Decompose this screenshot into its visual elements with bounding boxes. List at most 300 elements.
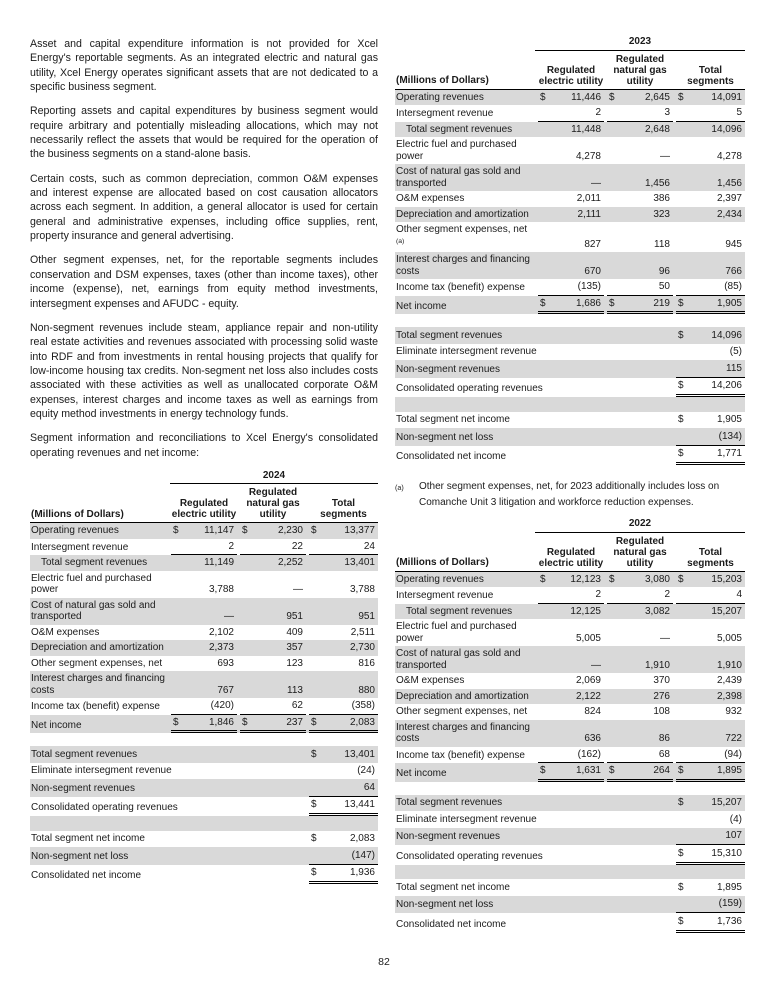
dollar-sign: $ bbox=[540, 765, 546, 776]
row-label: Depreciation and amortization bbox=[396, 690, 529, 702]
row-label: Non-segment revenues bbox=[396, 831, 500, 842]
amount-cell bbox=[607, 191, 673, 207]
amount-cell bbox=[676, 704, 745, 720]
amount-cell bbox=[171, 656, 237, 672]
table-year: 2023 bbox=[535, 36, 745, 51]
amount-value: — bbox=[224, 611, 234, 623]
amount-cell bbox=[171, 715, 237, 734]
amount-value: 15,207 bbox=[711, 605, 742, 617]
amount-cell bbox=[240, 555, 306, 571]
row-label: Non-segment net loss bbox=[396, 431, 494, 443]
dollar-sign: $ bbox=[311, 748, 317, 760]
amount-cell bbox=[676, 658, 745, 674]
row-label: Intersegment revenue bbox=[396, 590, 494, 601]
amount-cell bbox=[676, 360, 745, 378]
table-row bbox=[30, 698, 378, 715]
reconciliation bbox=[395, 327, 745, 465]
amount-cell bbox=[240, 582, 306, 598]
segment-table-2022 bbox=[395, 518, 745, 933]
amount-cell bbox=[538, 689, 604, 705]
paragraph: Certain costs, such as common depreciation, common O&M expenses and interest expense are allocated based on cost causation allocators across each segment. In addition, a general allocator is used for certain general and administrative expenses, including office supplies, rent, property insurance and general advertising. bbox=[30, 172, 378, 243]
row-label: Income tax (benefit) expense bbox=[396, 749, 525, 761]
dollar-sign: $ bbox=[678, 847, 684, 859]
amount-cell bbox=[309, 555, 378, 571]
row-label: Consolidated operating revenues bbox=[396, 383, 543, 394]
amount-cell bbox=[676, 122, 745, 138]
amount-cell bbox=[676, 237, 745, 253]
table-row bbox=[30, 625, 378, 641]
amount-cell bbox=[538, 176, 604, 192]
dollar-sign: $ bbox=[311, 833, 317, 845]
table-header-row bbox=[395, 533, 745, 572]
amount-value: 1,686 bbox=[575, 297, 601, 309]
amount-value: 13,401 bbox=[344, 557, 375, 569]
amount-cell bbox=[607, 264, 673, 280]
amount-cell bbox=[676, 913, 745, 933]
table-row bbox=[395, 90, 745, 106]
amount-value: 11,446 bbox=[571, 91, 601, 103]
amount-value: 15,310 bbox=[711, 847, 742, 859]
amount-cell bbox=[240, 523, 306, 539]
amount-value: 2,083 bbox=[349, 716, 375, 728]
amount-value: 2,111 bbox=[577, 208, 601, 220]
amount-value: 264 bbox=[653, 765, 670, 776]
amount-cell bbox=[607, 105, 673, 122]
amount-value: 1,736 bbox=[716, 915, 742, 927]
amount-value: 951 bbox=[358, 611, 375, 623]
footnote-ref: (a) bbox=[396, 237, 405, 245]
column-header: Regulated natural gas utility bbox=[613, 535, 667, 569]
table-row bbox=[30, 571, 378, 598]
row-label: Net income bbox=[396, 300, 447, 312]
amount-cell bbox=[309, 609, 378, 625]
amount-cell bbox=[676, 191, 745, 207]
reconciliation bbox=[30, 746, 378, 884]
amount-cell bbox=[538, 673, 604, 689]
amount-value: 2,730 bbox=[349, 642, 375, 654]
amount-cell bbox=[607, 207, 673, 223]
reconciliation-row bbox=[395, 896, 745, 914]
amount-cell bbox=[607, 604, 673, 620]
amount-value: 3,788 bbox=[349, 584, 375, 596]
amount-value: 2 bbox=[595, 107, 601, 118]
amount-cell bbox=[607, 704, 673, 720]
amount-value: (85) bbox=[724, 281, 742, 292]
amount-cell bbox=[309, 797, 378, 817]
amount-cell bbox=[676, 896, 745, 914]
reconciliation-row bbox=[395, 446, 745, 466]
row-label: O&M expenses bbox=[396, 675, 465, 686]
dollar-sign: $ bbox=[678, 765, 684, 776]
amount-value: (135) bbox=[577, 281, 601, 292]
amount-value: 357 bbox=[286, 642, 303, 654]
amount-cell bbox=[676, 207, 745, 223]
dollar-sign: $ bbox=[678, 91, 684, 103]
amount-value: 1,631 bbox=[575, 765, 601, 776]
table-unit-label: (Millions of Dollars) bbox=[31, 508, 124, 520]
row-label: Electric fuel and purchased power bbox=[396, 139, 517, 162]
amount-value: 2,648 bbox=[644, 123, 670, 135]
column-header: Total segments bbox=[687, 546, 734, 569]
amount-cell bbox=[607, 279, 673, 296]
amount-value: 113 bbox=[287, 684, 303, 696]
left-column bbox=[30, 37, 378, 884]
amount-value: 5,005 bbox=[575, 632, 601, 644]
amount-value: 636 bbox=[584, 733, 601, 744]
amount-cell bbox=[240, 640, 306, 656]
amount-cell bbox=[676, 572, 745, 588]
row-label: Net income bbox=[396, 768, 447, 779]
reconciliation-row bbox=[395, 412, 745, 429]
amount-value: 1,846 bbox=[208, 716, 234, 728]
amount-value: 15,207 bbox=[711, 797, 742, 808]
dollar-sign: $ bbox=[678, 448, 684, 459]
amount-cell bbox=[676, 176, 745, 192]
amount-cell bbox=[309, 523, 378, 539]
amount-value: 932 bbox=[725, 706, 742, 717]
amount-value: 2,397 bbox=[716, 193, 742, 204]
amount-cell bbox=[607, 149, 673, 165]
column-header: Regulated electric utility bbox=[171, 498, 237, 521]
amount-cell bbox=[676, 446, 745, 466]
amount-cell bbox=[676, 412, 745, 429]
amount-value: 4,278 bbox=[575, 150, 601, 162]
table-row bbox=[395, 164, 745, 191]
table-row bbox=[395, 689, 745, 705]
amount-cell bbox=[676, 344, 745, 361]
amount-value: (134) bbox=[718, 430, 742, 442]
amount-cell bbox=[538, 122, 604, 138]
row-label: O&M expenses bbox=[396, 193, 465, 204]
dollar-sign: $ bbox=[678, 297, 684, 309]
table-row bbox=[395, 296, 745, 315]
year-spacer bbox=[30, 470, 170, 485]
table-row bbox=[30, 523, 378, 539]
table-year: 2022 bbox=[535, 518, 745, 533]
amount-cell bbox=[171, 539, 237, 556]
amount-value: — bbox=[591, 177, 601, 189]
table-row bbox=[395, 747, 745, 764]
table-row bbox=[395, 279, 745, 296]
amount-cell bbox=[676, 279, 745, 296]
amount-value: 1,895 bbox=[716, 881, 742, 893]
amount-cell bbox=[538, 237, 604, 253]
amount-value: (4) bbox=[729, 813, 742, 825]
dollar-sign: $ bbox=[609, 573, 615, 585]
amount-value: 1,771 bbox=[716, 448, 742, 459]
reconciliation-row bbox=[395, 879, 745, 896]
amount-cell bbox=[676, 731, 745, 747]
column-header: Regulated natural gas utility bbox=[246, 487, 300, 521]
dollar-sign: $ bbox=[609, 297, 615, 309]
amount-cell bbox=[240, 609, 306, 625]
row-label: O&M expenses bbox=[31, 626, 100, 638]
amount-value: 86 bbox=[658, 733, 670, 744]
table-row bbox=[30, 656, 378, 672]
table-row bbox=[395, 604, 745, 620]
amount-cell bbox=[309, 865, 378, 885]
amount-value: 11,149 bbox=[204, 557, 234, 569]
amount-cell bbox=[676, 763, 745, 782]
dollar-sign: $ bbox=[242, 716, 248, 728]
amount-value: 24 bbox=[363, 540, 375, 552]
amount-cell bbox=[676, 631, 745, 647]
reconciliation-spacer bbox=[395, 397, 745, 412]
row-label: Total segment net income bbox=[31, 833, 145, 845]
row-label: Operating revenues bbox=[31, 525, 119, 537]
amount-cell bbox=[607, 572, 673, 588]
dollar-sign: $ bbox=[173, 716, 179, 728]
table-row bbox=[30, 598, 378, 625]
amount-value: 123 bbox=[286, 657, 303, 669]
amount-cell bbox=[309, 656, 378, 672]
row-label: Depreciation and amortization bbox=[396, 208, 529, 220]
amount-cell bbox=[171, 609, 237, 625]
amount-value: 3 bbox=[664, 107, 670, 118]
amount-value: 13,441 bbox=[344, 799, 375, 811]
amount-value: 96 bbox=[658, 265, 670, 277]
amount-value: 68 bbox=[658, 748, 670, 760]
table-year-row bbox=[395, 518, 745, 533]
amount-value: (159) bbox=[718, 898, 742, 909]
amount-cell bbox=[538, 763, 604, 782]
reconciliation-row bbox=[395, 344, 745, 361]
amount-cell bbox=[538, 704, 604, 720]
amount-cell bbox=[171, 523, 237, 539]
paragraph: Non-segment revenues include steam, appliance repair and non-utility real estate activities and revenues associated with processing solid waste into RDF and from investments in rental housing projects that qualify for low-income housing tax credits. Non-segment net loss also includes costs associated with these activities as well as unallocated corporate O&M expenses, interest charges and income taxes as well as earnings from equity method investments in energy technology funds. bbox=[30, 321, 378, 420]
amount-value: 1,456 bbox=[716, 177, 742, 189]
amount-value: 11,448 bbox=[571, 123, 601, 135]
amount-value: 2,439 bbox=[716, 675, 742, 686]
table-row bbox=[30, 555, 378, 571]
amount-cell bbox=[240, 683, 306, 699]
amount-cell bbox=[676, 296, 745, 315]
amount-value: 5,005 bbox=[716, 632, 742, 644]
amount-cell bbox=[676, 90, 745, 106]
amount-value: 3,788 bbox=[208, 584, 234, 596]
amount-value: — bbox=[660, 632, 670, 644]
row-label: Interest charges and financing costs bbox=[31, 673, 165, 696]
table-unit-label: (Millions of Dollars) bbox=[396, 75, 489, 86]
amount-cell bbox=[538, 296, 604, 315]
amount-cell bbox=[607, 689, 673, 705]
amount-cell bbox=[607, 731, 673, 747]
amount-value: 1,910 bbox=[716, 659, 742, 671]
reconciliation-row bbox=[395, 795, 745, 812]
table-header-row bbox=[30, 484, 378, 523]
reconciliation-row bbox=[30, 831, 378, 848]
amount-cell bbox=[538, 149, 604, 165]
amount-cell bbox=[607, 673, 673, 689]
dollar-sign: $ bbox=[678, 329, 684, 341]
dollar-sign: $ bbox=[678, 573, 684, 585]
dollar-sign: $ bbox=[242, 525, 248, 537]
amount-value: 824 bbox=[584, 706, 601, 717]
reconciliation-row bbox=[395, 327, 745, 344]
row-label: Other segment expenses, net bbox=[31, 657, 163, 669]
amount-value: 2,069 bbox=[575, 675, 601, 686]
amount-cell bbox=[676, 587, 745, 604]
amount-value: (5) bbox=[729, 346, 742, 357]
amount-cell bbox=[538, 658, 604, 674]
column-header: Regulated electric utility bbox=[538, 546, 604, 569]
amount-value: 2,373 bbox=[208, 642, 234, 654]
amount-cell bbox=[538, 279, 604, 296]
table-row bbox=[395, 720, 745, 747]
amount-cell bbox=[607, 747, 673, 764]
dollar-sign: $ bbox=[678, 797, 684, 808]
dollar-sign: $ bbox=[540, 573, 546, 585]
table-row bbox=[395, 137, 745, 164]
row-label: Non-segment net loss bbox=[396, 899, 494, 910]
amount-value: (94) bbox=[724, 748, 742, 760]
row-label: Cost of natural gas sold and transported bbox=[396, 166, 521, 189]
amount-value: 2,102 bbox=[208, 626, 234, 638]
amount-cell bbox=[309, 625, 378, 641]
amount-value: 766 bbox=[725, 265, 742, 277]
dollar-sign: $ bbox=[311, 525, 317, 537]
row-label: Total segment net income bbox=[396, 414, 510, 425]
amount-value: 108 bbox=[653, 706, 670, 717]
amount-value: 3,082 bbox=[644, 605, 670, 617]
amount-value: 816 bbox=[358, 657, 375, 669]
amount-value: 2,434 bbox=[716, 208, 742, 220]
row-label: Consolidated operating revenues bbox=[31, 802, 178, 814]
amount-value: (420) bbox=[210, 700, 234, 712]
table-row bbox=[395, 191, 745, 207]
amount-cell bbox=[676, 378, 745, 398]
amount-value: (147) bbox=[351, 849, 375, 861]
amount-cell bbox=[538, 572, 604, 588]
amount-value: 13,401 bbox=[344, 748, 375, 760]
amount-value: 409 bbox=[286, 626, 303, 638]
dollar-sign: $ bbox=[540, 91, 546, 103]
amount-value: 827 bbox=[584, 238, 601, 250]
amount-cell bbox=[240, 656, 306, 672]
amount-value: 670 bbox=[584, 265, 601, 277]
amount-value: 370 bbox=[653, 675, 670, 686]
dollar-sign: $ bbox=[540, 297, 546, 309]
row-label: Operating revenues bbox=[396, 91, 484, 103]
row-label: Non-segment revenues bbox=[396, 363, 500, 375]
reconciliation-row bbox=[395, 428, 745, 446]
row-label: Intersegment revenue bbox=[396, 108, 494, 119]
row-label: Depreciation and amortization bbox=[31, 642, 164, 654]
amount-cell bbox=[538, 631, 604, 647]
amount-cell bbox=[309, 746, 378, 763]
page-number: 82 bbox=[378, 956, 390, 968]
amount-cell bbox=[676, 828, 745, 846]
amount-value: 2 bbox=[228, 540, 234, 552]
reconciliation-row bbox=[395, 845, 745, 865]
row-label: Total segment revenues bbox=[406, 123, 513, 135]
year-spacer bbox=[395, 36, 535, 51]
amount-value: 3,080 bbox=[644, 573, 670, 585]
amount-value: 118 bbox=[654, 238, 670, 250]
amount-cell bbox=[538, 731, 604, 747]
amount-value: 2,645 bbox=[644, 91, 670, 103]
amount-cell bbox=[676, 795, 745, 812]
dollar-sign: $ bbox=[609, 91, 615, 103]
amount-value: 2,011 bbox=[576, 193, 601, 204]
amount-value: — bbox=[660, 150, 670, 162]
amount-value: 219 bbox=[653, 297, 670, 309]
amount-cell bbox=[309, 683, 378, 699]
amount-value: 4 bbox=[736, 589, 742, 600]
amount-value: (358) bbox=[351, 700, 375, 712]
amount-value: — bbox=[293, 584, 303, 596]
row-label: Other segment expenses, net bbox=[396, 706, 528, 717]
amount-value: 386 bbox=[653, 193, 670, 204]
amount-value: 693 bbox=[217, 657, 234, 669]
dollar-sign: $ bbox=[311, 799, 317, 811]
dollar-sign: $ bbox=[311, 716, 317, 728]
column-header: Total segments bbox=[320, 498, 367, 521]
reconciliation-row bbox=[30, 763, 378, 780]
amount-cell bbox=[538, 604, 604, 620]
amount-cell bbox=[676, 845, 745, 865]
row-label: Income tax (benefit) expense bbox=[396, 282, 525, 293]
footnote bbox=[395, 479, 745, 510]
amount-value: 115 bbox=[726, 362, 742, 374]
reconciliation-row bbox=[30, 746, 378, 763]
table-unit-label: (Millions of Dollars) bbox=[396, 557, 489, 568]
amount-value: 2,252 bbox=[277, 557, 303, 569]
table-year-row bbox=[30, 470, 378, 485]
amount-value: 11,147 bbox=[204, 525, 234, 537]
amount-cell bbox=[309, 539, 378, 556]
table-row bbox=[395, 222, 745, 252]
row-label: Consolidated net income bbox=[31, 870, 142, 882]
amount-value: 1,905 bbox=[716, 297, 742, 309]
amount-cell bbox=[607, 296, 673, 315]
right-column bbox=[395, 36, 745, 933]
table-row bbox=[395, 252, 745, 279]
year-spacer bbox=[395, 518, 535, 533]
dollar-sign: $ bbox=[678, 881, 684, 893]
amount-cell bbox=[607, 90, 673, 106]
amount-cell bbox=[676, 327, 745, 344]
amount-cell bbox=[676, 879, 745, 896]
amount-cell bbox=[309, 779, 378, 797]
row-label: Cost of natural gas sold and transported bbox=[31, 599, 156, 623]
amount-cell bbox=[607, 658, 673, 674]
row-label: Eliminate intersegment revenue bbox=[396, 813, 537, 825]
amount-cell bbox=[676, 811, 745, 828]
table-row bbox=[395, 646, 745, 673]
amount-cell bbox=[538, 587, 604, 604]
amount-cell bbox=[676, 105, 745, 122]
reconciliation bbox=[395, 795, 745, 933]
amount-value: 12,123 bbox=[570, 573, 601, 585]
table-row bbox=[30, 715, 378, 734]
amount-cell bbox=[607, 631, 673, 647]
amount-cell bbox=[676, 689, 745, 705]
segment-table-2023 bbox=[395, 36, 745, 465]
row-label: Electric fuel and purchased power bbox=[396, 621, 517, 644]
table-row bbox=[395, 704, 745, 720]
amount-cell bbox=[309, 847, 378, 865]
reconciliation-spacer bbox=[30, 816, 378, 831]
amount-cell bbox=[309, 763, 378, 780]
paragraph: Reporting assets and capital expenditures by business segment would require arbitrary and potentially misleading allocations, which may not necessarily reflect the assets that would be required for the operation of the business segments on a stand-alone basis. bbox=[30, 105, 378, 161]
row-label: Income tax (benefit) expense bbox=[31, 701, 160, 713]
amount-cell bbox=[240, 539, 306, 556]
amount-value: 12,125 bbox=[570, 605, 601, 617]
footnote-text: Other segment expenses, net, for 2023 additionally includes loss on Comanche Unit 3 litigation and workforce reduction expenses. bbox=[419, 481, 720, 508]
amount-value: 2 bbox=[664, 589, 670, 600]
table-row bbox=[395, 673, 745, 689]
